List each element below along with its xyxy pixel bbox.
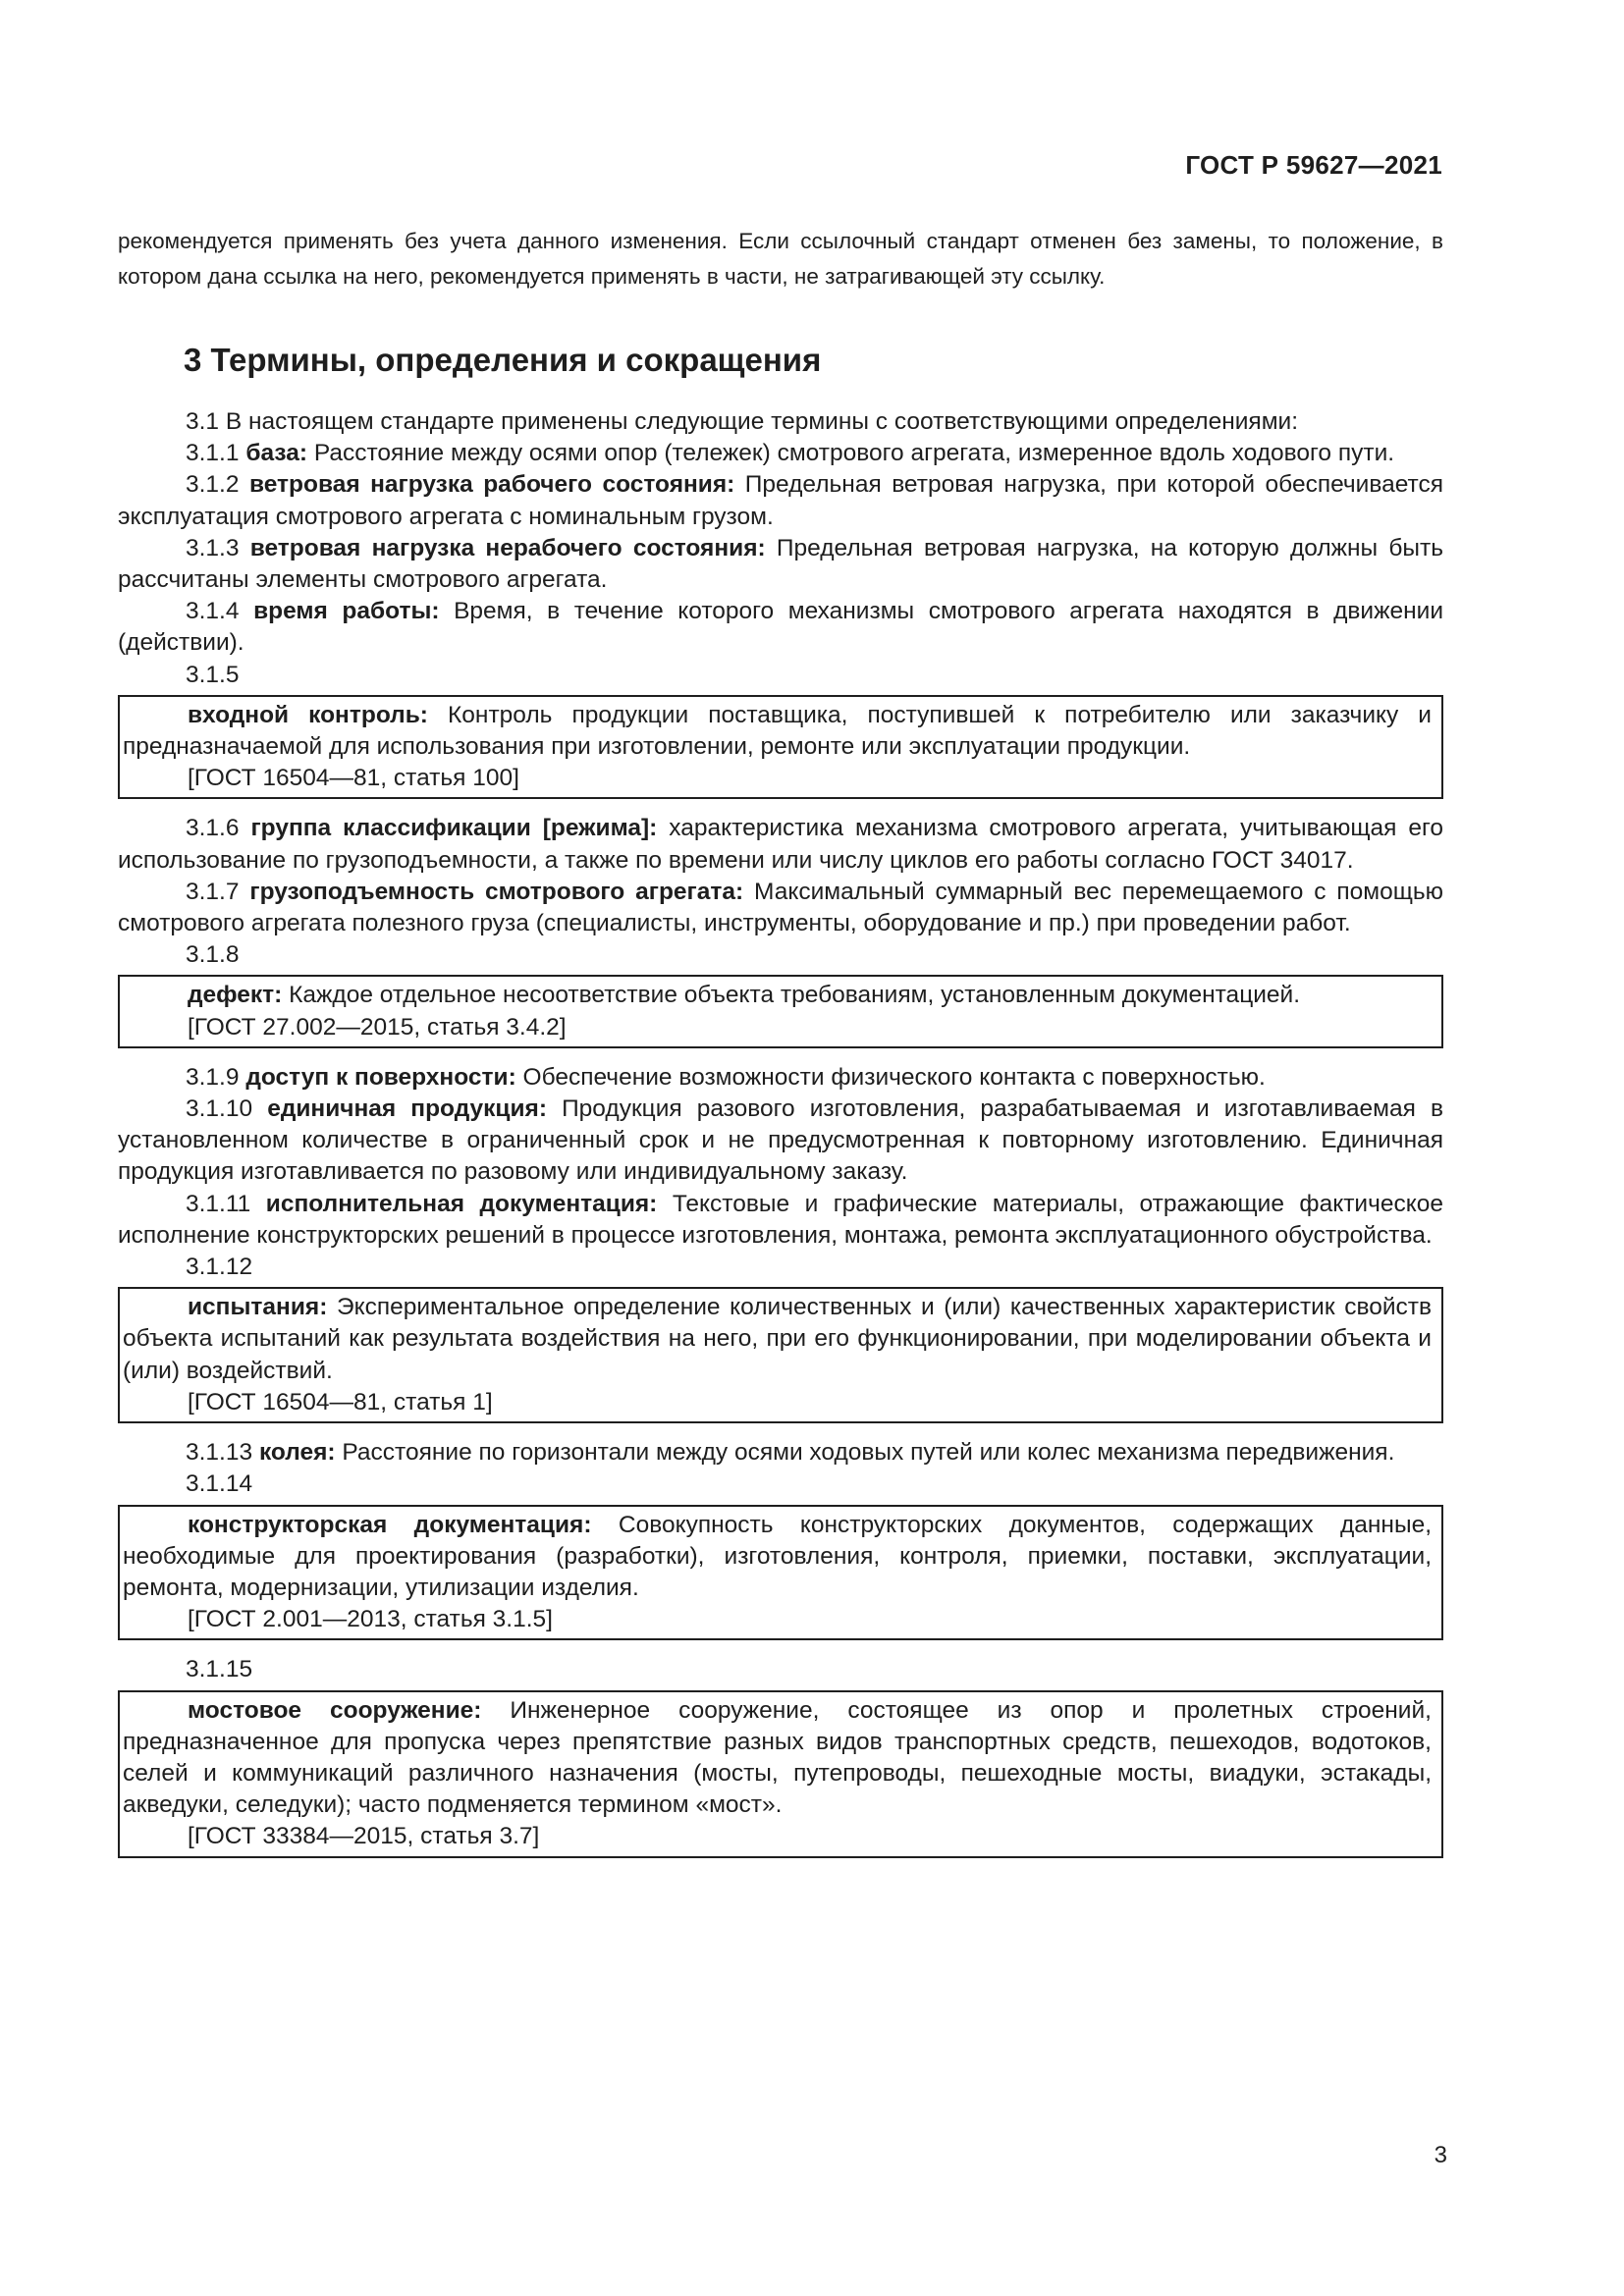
continuation-paragraph: рекомендуется применять без учета данного изменения. Если ссылочный стандарт отменен без замены, то положение, в котором дана ссылка на него, рекомендуется применять в части, не затрагивающей эту ссылку. bbox=[118, 229, 1443, 289]
quoted-term-box-3-1-8 bbox=[118, 975, 1443, 1047]
page-number: 3 bbox=[1434, 2142, 1447, 2168]
term-definition: Предельная ветровая нагрузка, при которой обеспечивается эксплуатация смотрового агрегата с номинальным грузом. bbox=[118, 471, 1443, 530]
term-definition: Текстовые и графические материалы, отражающие фактическое исполнение конструкторских решений в процессе изготовления, монтажа, ремонта эксплуатационного обустройства. bbox=[118, 1190, 1444, 1249]
term-name: группа классификации [режима]: bbox=[250, 815, 658, 842]
term-definition: Контроль продукции поставщика, поступившей к потребителю или заказчику и предназначаемой для использования при изготовлении, ремонте или эксплуатации продукции. bbox=[123, 701, 1432, 761]
term-3-1-13: 3.1.13 колея: Расстояние по горизонтали между осями ходовых путей или колес механизма передвижения. bbox=[186, 1439, 1395, 1467]
term-3-1-5 bbox=[123, 700, 1432, 763]
term-name: мостовое сооружение: bbox=[188, 1696, 482, 1724]
term-3-1-15 bbox=[123, 1695, 1432, 1822]
term-name: ветровая нагрузка нерабочего состояния: bbox=[249, 534, 766, 561]
term-3-1-7: 3.1.7 грузоподъемность смотрового агрегата: Максимальный суммарный вес перемещаемого с помощью смотрового агрегата полезного груза (специалисты, инструменты, оборудование и пр.) при проведении работ. bbox=[118, 878, 1443, 937]
term-number-3-1-15: 3.1.15 bbox=[186, 1656, 253, 1683]
term-definition: Каждое отдельное несоответствие объекта требованиям, установленным документацией. bbox=[282, 982, 1301, 1009]
quoted-term-box-3-1-12 bbox=[118, 1287, 1443, 1423]
term-name: исполнительная документация: bbox=[265, 1190, 658, 1217]
terms-body bbox=[118, 406, 1443, 1872]
term-definition: Расстояние между осями опор (тележек) смотрового агрегата, измеренное вдоль ходового пути. bbox=[307, 440, 1395, 467]
section-intro: 3.1 В настоящем стандарте применены следующие термины с соответствующими определениями: bbox=[186, 408, 1299, 435]
section-title: 3 Термины, определения и сокращения bbox=[184, 342, 822, 378]
term-3-1-10: 3.1.10 единичная продукция: Продукция разового изготовления, разрабатываемая и изготавливаемая в установленном количестве в ограниченный срок и не предусмотренная к повторному изготовлению. Единичная продукция изготавливается по разовому или индивидуальному заказу. bbox=[118, 1095, 1443, 1186]
term-number-3-1-5: 3.1.5 bbox=[186, 661, 240, 688]
term-3-1-11: 3.1.11 исполнительная документация: Текстовые и графические материалы, отражающие фактическое исполнение конструкторских решений в процессе изготовления, монтажа, ремонта эксплуатационного обустройства. bbox=[118, 1190, 1444, 1249]
term-source: [ГОСТ 2.001—2013, статья 3.1.5] bbox=[188, 1606, 553, 1633]
term-3-1-2: 3.1.2 ветровая нагрузка рабочего состояния: Предельная ветровая нагрузка, при которой обеспечивается эксплуатация смотрового агрегата с номинальным грузом. bbox=[118, 471, 1443, 530]
term-3-1-3: 3.1.3 ветровая нагрузка нерабочего состояния: Предельная ветровая нагрузка, на которую должны быть рассчитаны элементы смотрового агрегата. bbox=[118, 534, 1443, 594]
term-definition: Совокупность конструкторских документов, содержащих данные, необходимые для проектирования (разработки), изготовления, контроля, приемки, поставки, эксплуатации, ремонта, модернизации, утилизации изделия. bbox=[123, 1511, 1432, 1601]
term-definition: Время, в течение которого механизмы смотрового агрегата находятся в движении (действии). bbox=[118, 598, 1443, 657]
term-source: [ГОСТ 33384—2015, статья 3.7] bbox=[188, 1823, 540, 1850]
term-source: [ГОСТ 16504—81, статья 100] bbox=[188, 765, 519, 792]
term-3-1-12 bbox=[123, 1292, 1432, 1387]
term-definition: характеристика механизма смотрового агрегата, учитывающая его использование по грузоподъемности, а также по времени или числу циклов его работы согласно ГОСТ 34017. bbox=[118, 815, 1443, 874]
term-name: испытания: bbox=[188, 1294, 328, 1321]
term-definition: Экспериментальное определение количественных и (или) качественных характеристик свойств объекта испытаний как результата воздействия на него, при его функционировании, при моделировании объекта и (или) воздействий. bbox=[123, 1294, 1432, 1384]
term-number-3-1-14: 3.1.14 bbox=[186, 1470, 253, 1498]
quoted-term-box-3-1-5 bbox=[118, 695, 1443, 800]
term-name: дефект: bbox=[188, 982, 283, 1009]
term-name: доступ к поверхности: bbox=[245, 1063, 516, 1091]
term-3-1-1: 3.1.1 база: Расстояние между осями опор (тележек) смотрового агрегата, измеренное вдоль ходового пути. bbox=[186, 440, 1395, 467]
term-3-1-14 bbox=[123, 1510, 1432, 1605]
term-name: грузоподъемность смотрового агрегата: bbox=[249, 878, 744, 905]
term-number-3-1-8: 3.1.8 bbox=[186, 941, 240, 969]
term-3-1-9: 3.1.9 доступ к поверхности: Обеспечение возможности физического контакта с поверхностью. bbox=[186, 1063, 1266, 1091]
term-name: входной контроль: bbox=[188, 701, 428, 728]
term-definition: Обеспечение возможности физического контакта с поверхностью. bbox=[515, 1063, 1266, 1091]
term-name: время работы: bbox=[253, 598, 440, 625]
term-definition: Расстояние по горизонтали между осями ходовых путей или колес механизма передвижения. bbox=[335, 1439, 1395, 1467]
term-source: [ГОСТ 27.002—2015, статья 3.4.2] bbox=[188, 1013, 567, 1041]
term-definition: Продукция разового изготовления, разрабатываемая и изготавливаемая в установленном количестве в ограниченный срок и не предусмотренная к повторному изготовлению. Единичная продукция изготавливается по разовому или индивидуальному заказу. bbox=[118, 1095, 1443, 1186]
term-3-1-8 bbox=[123, 980, 1432, 1011]
term-name: единичная продукция: bbox=[267, 1095, 548, 1123]
term-3-1-4: 3.1.4 время работы: Время, в течение которого механизмы смотрового агрегата находятся в движении (действии). bbox=[118, 598, 1443, 657]
document-code-header: ГОСТ Р 59627—2021 bbox=[1185, 150, 1442, 180]
term-definition: Максимальный суммарный вес перемещаемого с помощью смотрового агрегата полезного груза (специалисты, инструменты, оборудование и пр.) при проведении работ. bbox=[118, 878, 1443, 937]
term-definition: Инженерное сооружение, состоящее из опор и пролетных строений, предназначенное для пропуска через препятствие разных видов транспортных средств, пешеходов, водотоков, селей и коммуникаций различного назначения (мосты, путепроводы, пешеходные мосты, виадуки, эстакады, акведуки, селедуки); часто подменяется термином «мост». bbox=[123, 1696, 1432, 1819]
term-source: [ГОСТ 16504—81, статья 1] bbox=[188, 1388, 493, 1415]
term-name: конструкторская документация: bbox=[188, 1511, 592, 1538]
term-definition: Предельная ветровая нагрузка, на которую должны быть рассчитаны элементы смотрового агрегата. bbox=[118, 534, 1443, 594]
quoted-term-box-3-1-15 bbox=[118, 1690, 1443, 1858]
term-3-1-6: 3.1.6 группа классификации [режима]: характеристика механизма смотрового агрегата, учитывающая его использование по грузоподъемности, а также по времени или числу циклов его работы согласно ГОСТ 34017. bbox=[118, 815, 1443, 874]
term-name: база: bbox=[245, 440, 308, 467]
quoted-term-box-3-1-14 bbox=[118, 1505, 1443, 1641]
term-number-3-1-12: 3.1.12 bbox=[186, 1254, 253, 1281]
term-name: колея: bbox=[258, 1439, 336, 1467]
term-name: ветровая нагрузка рабочего состояния: bbox=[248, 471, 735, 499]
